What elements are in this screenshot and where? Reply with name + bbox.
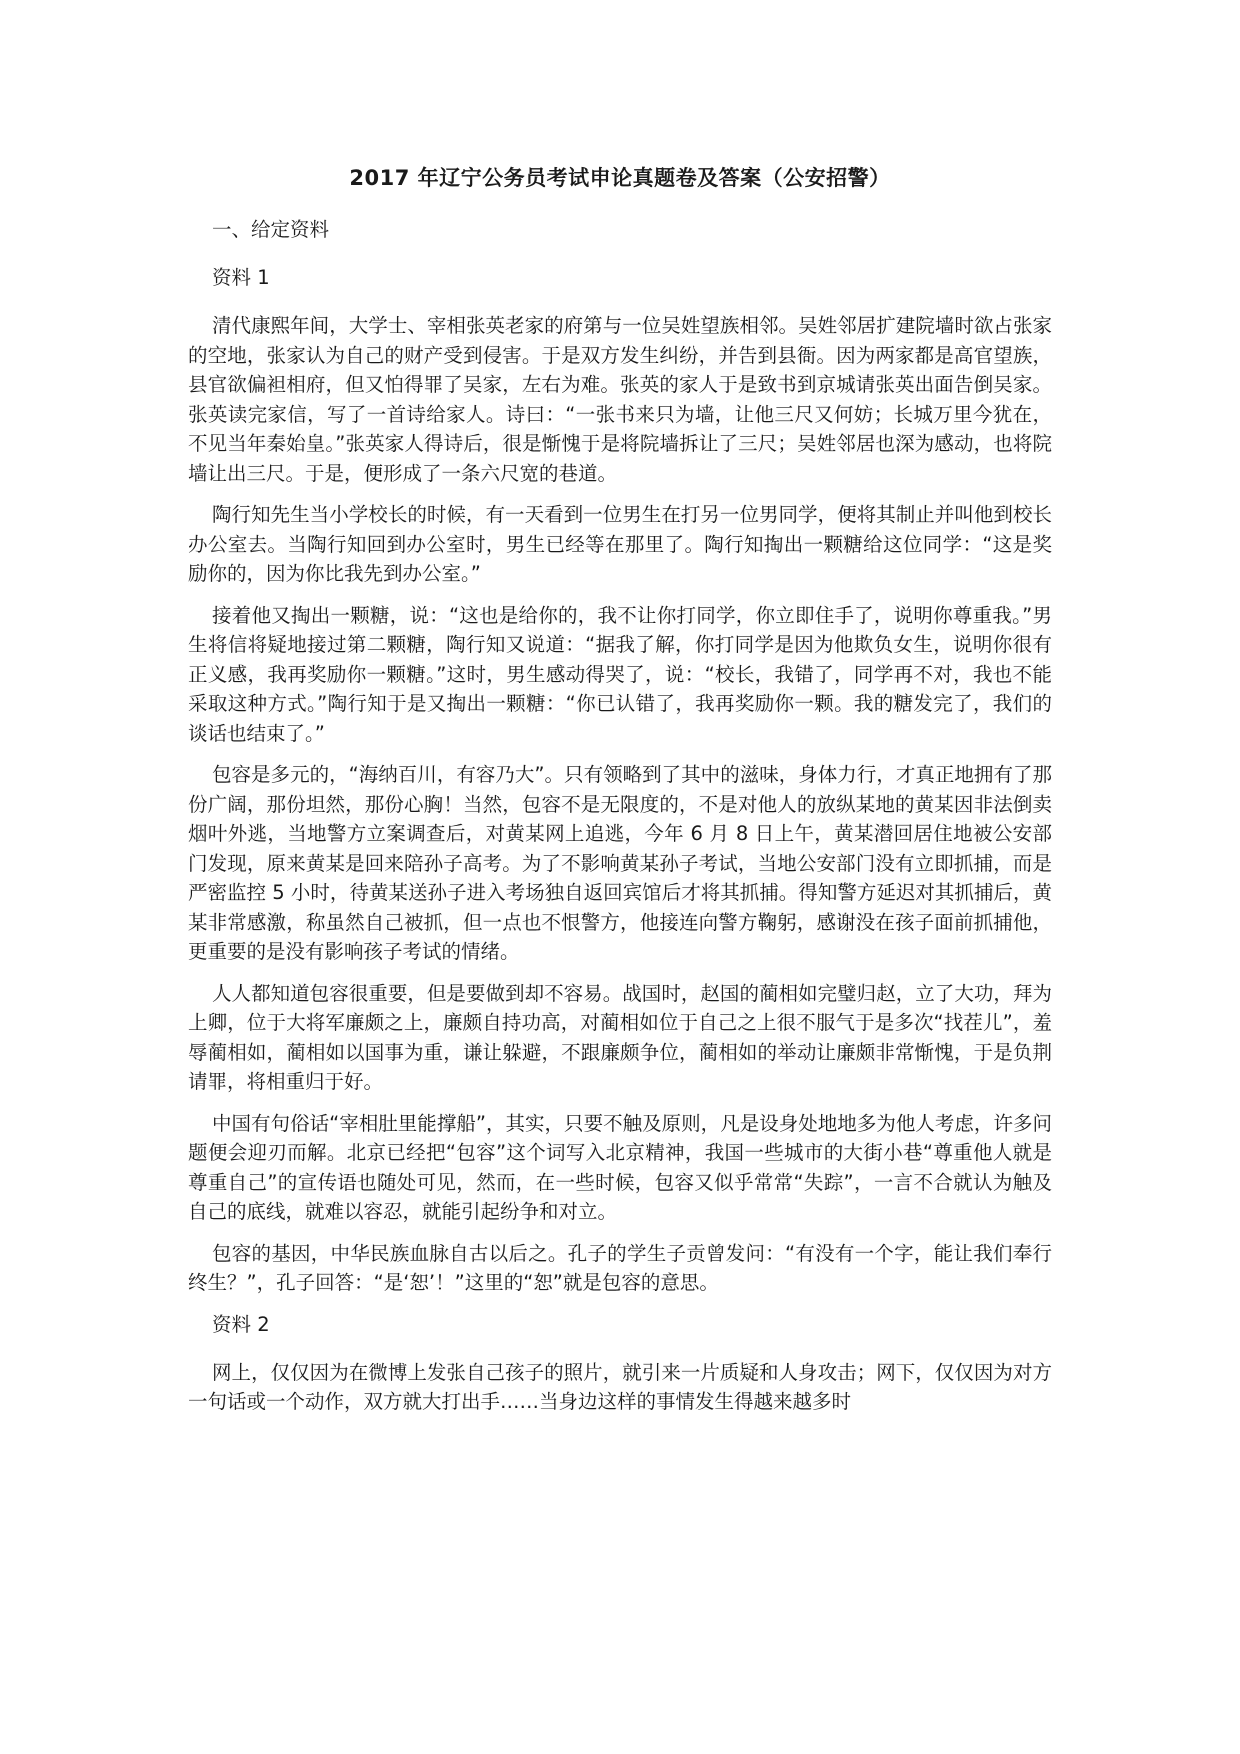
paragraph: 人人都知道包容很重要，但是要做到却不容易。战国时，赵国的蔺相如完璧归赵，立了大功，拜为上卿，位于大将军廉颇之上，廉颇自持功高，对蔺相如位于自己之上很不服气于是多次“找茬儿”，羞辱蔺相如，蔺相如以国事为重，谦让躲避，不跟廉颇争位，蔺相如的举动让廉颇非常惭愧，于是负荆请罪，将相重归于好。 [188, 981, 1052, 1093]
section-heading: 一、给定资料 [212, 218, 330, 241]
document-page [188, 163, 1052, 1429]
paragraph: 中国有句俗话“宰相肚里能撑船”，其实，只要不触及原则，凡是设身处地地多为他人考虑，许多问题便会迎刃而解。北京已经把“包容”这个词写入北京精神，我国一些城市的大街小巷“尊重他人就是尊重自己”的宣传语也随处可见，然而，在一些时候，包容又似乎常常“失踪”，一言不合就认为触及自己的底线，就难以容忍，就能引起纷争和对立。 [188, 1111, 1052, 1223]
document-title: 2017 年辽宁公务员考试申论真题卷及答案（公安招警） [349, 166, 891, 190]
paragraph: 接着他又掏出一颗糖，说：“这也是给你的，我不让你打同学，你立即住手了，说明你尊重我。”男生将信将疑地接过第二颗糖，陶行知又说道：“据我了解，你打同学是因为他欺负女生，说明你很有正义感，我再奖励你一颗糖。”这时，男生感动得哭了，说：“校长，我错了，同学再不对，我也不能采取这种方式。”陶行知于是又掏出一颗糖：“你已认错了，我再奖励你一颗。我的糖发完了，我们的谈话也结束了。” [188, 603, 1052, 745]
material-1-label: 资料 1 [212, 266, 270, 289]
material-2-label: 资料 2 [212, 1312, 270, 1336]
paragraph: 包容的基因，中华民族血脉自古以后之。孔子的学生子贡曾发问：“有没有一个字，能让我们奉行终生？”，孔子回答：“是‘恕’！”这里的“恕”就是包容的意思。 [188, 1241, 1052, 1294]
paragraph: 包容是多元的，“海纳百川，有容乃大”。只有领略到了其中的滋味，身体力行，才真正地拥有了那份广阔，那份坦然，那份心胸！当然，包容不是无限度的，不是对他人的放纵某地的黄某因非法倒卖烟叶外逃，当地警方立案调查后，对黄某网上追逃，今年 6 月 8 日上午，黄某潜回居住地被公安部门发现，原来黄某是回来陪孙子高考。为了不影响黄某孙子考试，当地公安部门没有立即抓捕，而是严密监控 5 小时，待黄某送孙子进入考场独自返回宾馆后才将其抓捕。得知警方延迟对其抓捕后，黄某非常感激，称虽然自己被抓，但一点也不恨警方，他接连向警方鞠躬，感谢没在孩子面前抓捕他，更重要的是没有影响孩子考试的情绪。 [188, 763, 1052, 963]
paragraph: 网上，仅仅因为在微博上发张自己孩子的照片，就引来一片质疑和人身攻击；网下，仅仅因为对方一句话或一个动作，双方就大打出手……当身边这样的事情发生得越来越多时 [188, 1360, 1052, 1413]
paragraph: 清代康熙年间，大学士、宰相张英老家的府第与一位吴姓望族相邻。吴姓邻居扩建院墙时欲占张家的空地，张家认为自己的财产受到侵害。于是双方发生纠纷，并告到县衙。因为两家都是高官望族，县官欲偏袒相府，但又怕得罪了吴家，左右为难。张英的家人于是致书到京城请张英出面告倒吴家。张英读完家信，写了一首诗给家人。诗曰：“一张书来只为墙，让他三尺又何妨；长城万里今犹在，不见当年秦始皇。”张英家人得诗后，很是惭愧于是将院墙拆让了三尺；吴姓邻居也深为感动，也将院墙让出三尺。于是，便形成了一条六尺宽的巷道。 [188, 314, 1052, 485]
paragraph: 陶行知先生当小学校长的时候，有一天看到一位男生在打另一位男同学，便将其制止并叫他到校长办公室去。当陶行知回到办公室时，男生已经等在那里了。陶行知掏出一颗糖给这位同学：“这是奖励你的，因为你比我先到办公室。” [188, 503, 1052, 585]
